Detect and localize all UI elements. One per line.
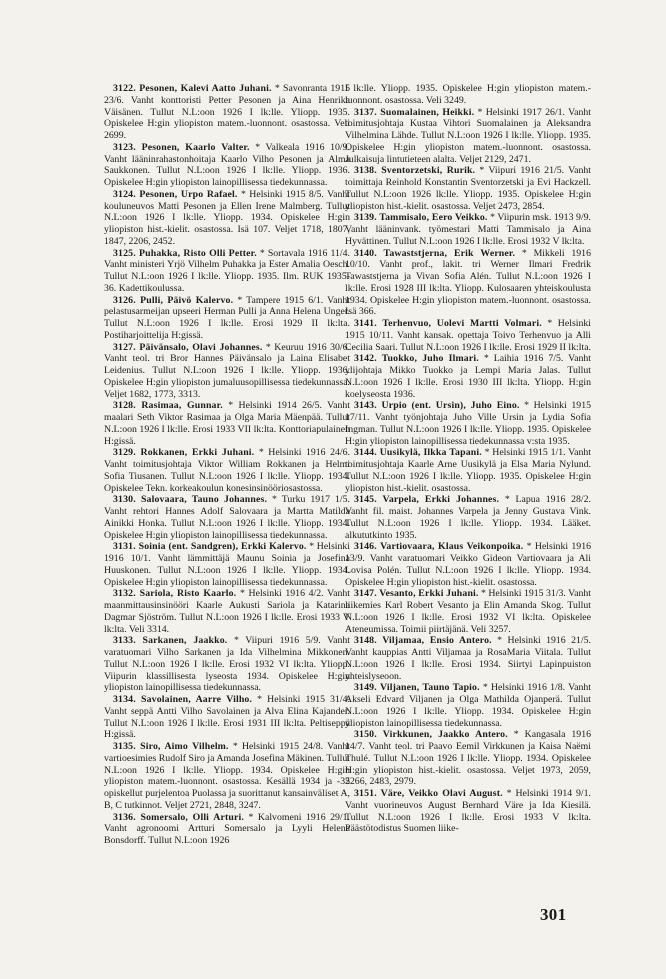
entry <box>104 189 350 248</box>
entry <box>345 635 591 682</box>
entry <box>104 812 350 847</box>
entry-text: * Helsinki 1916 21/5. Vanht kauppias Antti Viljamaa ja RosaMaria Viitala. Tullut N.L:oon 1926 I lk:lle. Erosi 1934. Siirtyi Lapinpuiston yhteislyseoon. <box>345 635 591 682</box>
entry-heading: 3140. Tawaststjerna, Erik Werner. <box>354 247 516 259</box>
entry <box>345 447 591 494</box>
entry-heading: 3127. Päivänsalo, Olavi Johannes. <box>113 341 263 353</box>
entry <box>104 295 350 342</box>
entry-heading: 3149. Viljanen, Tauno Tapio. <box>354 682 480 694</box>
entry-text: * Helsinki 1915 8/5. Vanht kouluneuvos Matti Pesonen ja Ellen Irene Malmberg. Tullut N.L:oon 1926 I lk:lle. Yliopp. 1934. Opiskelee H:gin yliopiston hist.-kielit. osastossa. Isä 107. Veljet 1718, 1807, 1847, 2206, 2452. <box>104 188 350 247</box>
entry-heading: 3141. Terhenvuo, Uolevi Martti Volmari. <box>354 318 542 329</box>
entry-text: * Helsinki 1916 24/6. Vanht toimitusjohtaja Viktor William Rokkanen ja Helmi Sofia Tiusanen. Tullut N.L:oon 1926 I lk:lle. Yliopp. 1934. Opiskelee Tekn. korkeakoulun konesinsinööriosastossa. <box>104 447 350 494</box>
entry <box>345 353 591 400</box>
entry <box>104 694 350 741</box>
entry-text: * Kangasala 1916 14/7. Vanht teol. tri Paavo Eemil Virkkunen ja Kaisa Naëmi Thulé. Tullut N.L:oon 1926 I lk:lle. Yliopp. 1934. Opiskelee H:gin yliopiston hist.-kielit. osastossa. Veljet 1973, 2059, 2266, 2483, 2979. <box>345 729 591 788</box>
entry <box>345 248 591 319</box>
entry-heading: 3143. Urpio (ent. Ursin), Juho Eino. <box>354 400 520 412</box>
entry-text: * Savonranta 1915 23/6. Vanht konttoristi Petter Pesonen ja Aina Henrika Väisänen. Tullut N.L:oon 1926 I lk:lle. Yliopp. 1935. Opiskelee H:gin yliopiston matem.-luonnont. osastossa. Veli 2699. <box>104 83 350 141</box>
entry <box>104 83 350 142</box>
entry-text: * Helsinki 1916 4/2. Vanht maanmittausinsinööri Kaarle Aukusti Sariola ja Katarina Dagmar Sjöström. Tullut N.L:oon 1926 I lk:lle. Erosi 1933 V lk:lta. Veli 3314. <box>104 588 350 635</box>
entry <box>345 729 591 788</box>
entry <box>345 83 591 107</box>
entry-text: * Sortavala 1916 11/4. Vanht ministeri Yrjö Vilhelm Puhakka ja Ester Amalia Oesch. Tullut N.L:oon 1926 I lk:lle. Yliopp. 1935. Ilm. RUK 1935-36. Kadettikoulussa. <box>104 247 350 294</box>
entry-heading: 3126. Pulli, Päivö Kalervo. <box>113 294 234 306</box>
entry-text: * Turku 1917 1/5. Vanht rehtori Hannes Adolf Salovaara ja Martta Matilda Ainikki Honka. Tullut N.L:oon 1926 I lk:lle. Yliopp. 1934. Opiskelee H:gin yliopiston lainopillisessa tiedekunnassa. <box>104 494 350 541</box>
entry <box>104 400 350 447</box>
entry-text: * Lapua 1916 28/2. Vanht fil. maist. Johannes Varpela ja Jenny Gustava Vink. Tullut N.L:oon 1926 I lk:lle. Yliopp. 1934. Lääket. alkututkinto 1935. <box>345 494 592 541</box>
entry-heading: 3128. Rasimaa, Gunnar. <box>113 400 223 412</box>
entry-text: * Helsinki 1914 26/5. Vanht maalari Seth Viktor Rasimaa ja Olga Maria Mäenpää. Tullut N.L:oon 1926 I lk:lle. Erosi 1933 VII lk:lta. Konttoriapulainen H:gissä. <box>104 400 351 447</box>
entry-text: * Helsinki 1915 24/8. Vanht vartioesimies Rudolf Siro ja Amanda Josefina Mäkinen. Tullut N.L:oon 1926 I lk:lle. Yliopp. 1934. Opiskelee H:gin yliopiston matem.-luonnont. osastossa. Kesällä 1934 ja -35 opiskellut purjelentoa Puolassa ja suorittanut kansainväliset A, B, C tutkinnot. Veljet 2721, 2848, 3247. <box>104 741 350 811</box>
entry <box>104 741 350 812</box>
entry-heading: 3125. Puhakka, Risto Olli Petter. <box>113 247 257 259</box>
entry-heading: 3133. Sarkanen, Jaakko. <box>113 635 228 647</box>
right-column <box>345 83 591 835</box>
entry-heading: 3146. Vartiovaara, Klaus Veikonpoika. <box>354 541 524 553</box>
entry <box>104 447 350 494</box>
entry-text: * Helsinki 1915 31/3. Vanht liikemies Karl Robert Vesanto ja Elin Amanda Skog. Tullut N.L:oon 1926 I lk:lle. Erosi 1932 VI lk:lta. Opiskelee Ateneumissa. Toimii piirtäjänä. Veli 3257. <box>345 588 592 635</box>
entry-text: * Helsinki 1916 13/9. Vanht varatuomari Veikko Gideon Vartiovaara ja Ali Lovisa Polén. Tullut N.L:oon 1926 I lk:lle. Yliopp. 1934. Opiskelee H:gin yliopiston hist.-kielit. osastossa. <box>345 541 591 588</box>
entry-text: * Helsinki 1915 1/1. Vanht toimitusjohtaja Kaarle Arne Uusikylä ja Elsa Maria Nylund. Tullut N.L:oon 1926 I lk:lle. Yliopp. 1935. Opiskelee H:gin yliopiston hist.-kielit. osastossa. <box>345 447 591 494</box>
entry-heading: 3139. Tammisalo, Eero Veikko. <box>354 212 488 224</box>
entry-text: * Viipuri 1916 5/9. Vanht varatuomari Vilho Sarkanen ja Ida Vilhelmina Mikkonen. Tullut N.L:oon 1926 I lk:lle. Erosi 1932 VI lk:lta. Yliopp. Viipurin klassillisesta lyseosta 1934. Opiskelee H:gin yliopiston lainopillisessa tiedekunnassa. <box>104 635 350 694</box>
entry-heading: 3129. Rokkanen, Erkki Juhani. <box>113 447 255 459</box>
entry-heading: 3124. Pesonen, Urpo Rafael. <box>113 188 238 200</box>
entry-text: * Kalvomeni 1916 29/1. Vanht agronoomi Artturi Somersalo ja Lyyli Helena Bonsdorff. Tullut N.L:oon 1926 <box>104 811 351 846</box>
entry <box>345 318 591 353</box>
entry-text: * Mikkeli 1916 10/10. Vanht prof., lakit. tri Werner Ilmari Fredrik Tawaststjerna ja Vivan Sofia Alén. Tullut N.L:oon 1926 I lk:lle. Erosi 1928 III lk:lta. Yliopp. Kulosaaren yhteiskoulusta 1934. Opiskelee H:gin yliopiston matem.-luonnont. osastossa. Isä 366. <box>345 247 591 318</box>
entry <box>345 682 591 729</box>
entry-text: * Helsinki 1915 31/4. Vanht seppä Antti Vilho Savolainen ja Alva Elina Kajander. Tullut N.L:oon 1926 I lk:lle. Erosi 1931 III lk:lta. Peltiseppä H:gissä. <box>104 694 350 741</box>
entry <box>345 107 591 166</box>
page-number: 301 <box>540 905 567 924</box>
entry <box>104 494 350 541</box>
entry-heading: 3135. Siro, Aimo Vilhelm. <box>113 741 229 752</box>
entry <box>104 248 350 295</box>
entry-heading: 3130. Salovaara, Tauno Johannes. <box>113 494 268 506</box>
entry <box>104 541 350 588</box>
entry <box>345 788 591 835</box>
entry-text: * Viipuri 1916 21/5. Vanht toimittaja Reinhold Konstantin Sventorzetski ja Evi Hackzell. Tullut N.L:oon 1926 lk:lle. Yliopp. 1935. Opiskelee H:gin yliopiston hist.-kielit. osastossa. Veljet 2473, 2854. <box>345 165 591 212</box>
entry-heading: 3142. Tuokko, Juho Ilmari. <box>354 353 479 365</box>
entry-text: * Helsinki 1914 9/1. Vanht vuorineuvos August Bernhard Väre ja Ida Kiesilä. Tullut N.L:oon 1926 I lk:lle. Erosi 1933 V lk:lta. Päästötodistus Suomen liike- <box>345 788 591 835</box>
entry-text: I lk:lle. Yliopp. 1935. Opiskelee H:gin yliopiston matem.-luonnont. osastossa. Veli 3249. <box>345 83 591 106</box>
entry-heading: 3145. Varpela, Erkki Johannes. <box>354 494 500 506</box>
entry <box>104 588 350 635</box>
entry-heading: 3151. Väre, Veikko Olavi August. <box>354 788 503 799</box>
entry-text: * Tampere 1915 6/1. Vanht pelastusarmeijan upseeri Herman Pulli ja Anna Helena Unger. Tullut N.L:oon 1926 I lk:lle. Erosi 1929 II lk:lta. Postiharjoittelija H:gissä. <box>104 294 350 341</box>
entry <box>345 212 591 247</box>
entry-text: * Viipurin msk. 1913 9/9. Vanht lääninvank. työmestari Matti Tammisalo ja Aina Hyvättinen. Tullut N.L:oon 1926 I lk:lle. Erosi 1932 V lk:lta. <box>345 212 592 247</box>
entry-heading: 3148. Viljamaa, Ensio Antero. <box>354 635 492 647</box>
entry-text: * Keuruu 1916 30/6. Vanht teol. tri Bror Hannes Päivänsalo ja Laina Elisabet Leidenius. Tullut N.L:oon 1926 I lk:lle. Yliopp. 1936. Opiskelee H:gin yliopiston jumaluusopillisessa tiedekunnassa. Veljet 1682, 1773, 3313. <box>104 341 351 400</box>
entry <box>104 635 350 694</box>
entry-heading: 3132. Sariola, Risto Kaarlo. <box>113 588 237 600</box>
entry-heading: 3144. Uusikylä, Ilkka Tapani. <box>354 447 482 459</box>
entry-heading: 3122. Pesonen, Kalevi Aatto Juhani. <box>113 83 272 94</box>
entry-heading: 3150. Virkkunen, Jaakko Antero. <box>354 729 508 741</box>
entry <box>345 494 591 541</box>
entry-heading: 3137. Suomalainen, Heikki. <box>354 106 475 118</box>
entry-heading: 3147. Vesanto, Erkki Juhani. <box>354 588 479 600</box>
entry-text: * Helsinki 1916 1/8. Vanht Akseli Edvard Viljanen ja Olga Mathilda Ojanperä. Tullut N.L:oon 1926 I lk:lle. Yliopp. 1934. Opiskelee H:gin yliopiston lainopillisessa tiedekunnassa. <box>345 682 591 729</box>
entry-heading: 3134. Savolainen, Aarre Vilho. <box>113 694 253 705</box>
entry <box>345 400 591 447</box>
left-column <box>104 83 350 847</box>
entry <box>345 165 591 212</box>
entry-heading: 3131. Soinia (ent. Sandgren), Erkki Kalervo. <box>113 541 307 553</box>
entry-text: * Helsinki 1916 10/1. Vanht lämmittäjä Maunu Soinia ja Josefina Huuskonen. Tullut N.L:oon 1926 I lk:lle. Yliopp. 1934. Opiskelee H:gin yliopiston lainopillisessa tiedekunnassa. <box>104 541 350 588</box>
entry-heading: 3136. Somersalo, Olli Arturi. <box>113 811 244 823</box>
entry-text: * Laihia 1916 7/5. Vanht ylijohtaja Mikko Tuokko ja Lempi Maria Jalas. Tullut N.L:oon 1926 I lk:lle. Erosi 1930 III lk:lta. Yliopp. H:gin koelyseosta 1936. <box>345 353 591 400</box>
entry-text: * Helsinki 1917 26/1. Vanht toimitusjohtaja Kustaa Vihtori Suomalainen ja Aleksandra Vilhelmina Lähde. Tullut N.L:oon 1926 I lk:lle. Yliopp. 1935. Opiskelee H:gin yliopiston matem.-luonnont. osastossa. Julkaisuja lintutieteen alalta. Veljet 2129, 2471. <box>345 106 591 165</box>
entry-heading: 3138. Sventorzetski, Rurik. <box>354 165 476 177</box>
entry-text: * Valkeala 1916 10/9. Vanht lääninrahastonhoitaja Kaarlo Vilho Pesonen ja Alma Saukkonen. Tullut N.L:oon 1926 I lk:lle. Yliopp. 1936. Opiskelee H:gin yliopiston lainopillisessa tiedekunnassa. <box>104 141 351 188</box>
entry <box>104 142 350 189</box>
entry-text: * Helsinki 1915 17/11. Vanht työnjohtaja Juho Ville Ursin ja Lydia Sofia Ingman. Tullut N.L:oon 1926 I lk:lle. Yliopp. 1935. Opiskelee H:gin yliopiston lainopillisessa tiedekunnassa v:sta 1935. <box>345 400 591 447</box>
entry-text: * Helsinki 1915 10/11. Vanht kansak. opettaja Toivo Terhenvuo ja Alli Cecilia Saari. Tullut N.L:oon 1926 I lk:lle. Erosi 1929 II lk:lta. <box>345 318 591 353</box>
entry-heading: 3123. Pesonen, Kaarlo Valter. <box>113 141 250 153</box>
entry <box>104 342 350 401</box>
entry <box>345 588 591 635</box>
entry <box>345 541 591 588</box>
